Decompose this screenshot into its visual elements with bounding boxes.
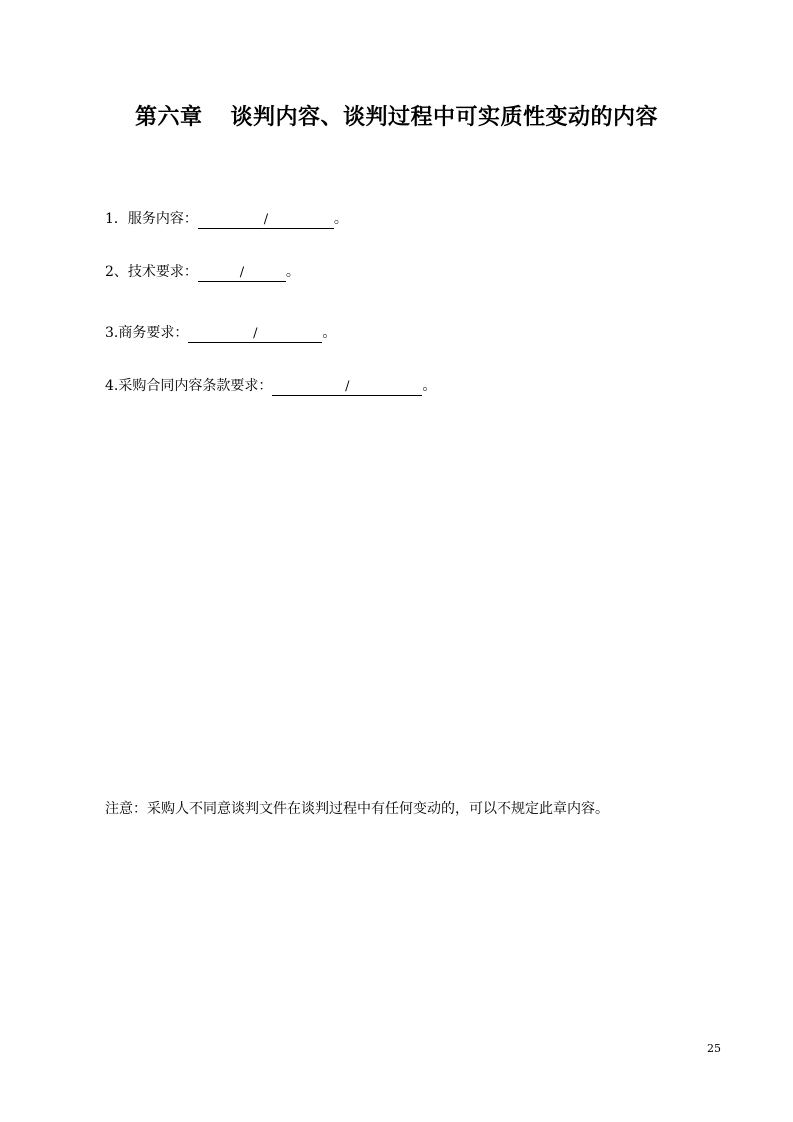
item-service-content (105, 209, 348, 229)
fill-blank: / (272, 378, 422, 396)
page-number: 25 (707, 1042, 721, 1055)
item-technical-requirements (105, 262, 300, 282)
fill-blank: / (198, 211, 334, 229)
note-text: 注意：采购人不同意谈判文件在谈判过程中有任何变动的，可以不规定此章内容。 (105, 801, 609, 817)
item-end: 。 (422, 378, 437, 394)
item-label: 4.采购合同内容条款要求： (105, 378, 273, 394)
item-end: 。 (322, 325, 337, 341)
fill-blank: / (198, 264, 286, 282)
item-end: 。 (285, 264, 300, 280)
item-label: 1．服务内容： (105, 211, 198, 227)
chapter-title: 谈判内容、谈判过程中可实质性变动的内容 (230, 105, 659, 130)
item-contract-terms (105, 376, 436, 396)
item-label: 2、技术要求： (105, 264, 198, 280)
item-business-requirements (105, 323, 336, 343)
chapter-number: 第六章 (134, 105, 203, 130)
page-title (0, 100, 793, 131)
fill-blank: / (188, 325, 322, 343)
item-label: 3.商务要求： (105, 325, 189, 341)
item-end: 。 (333, 211, 348, 227)
